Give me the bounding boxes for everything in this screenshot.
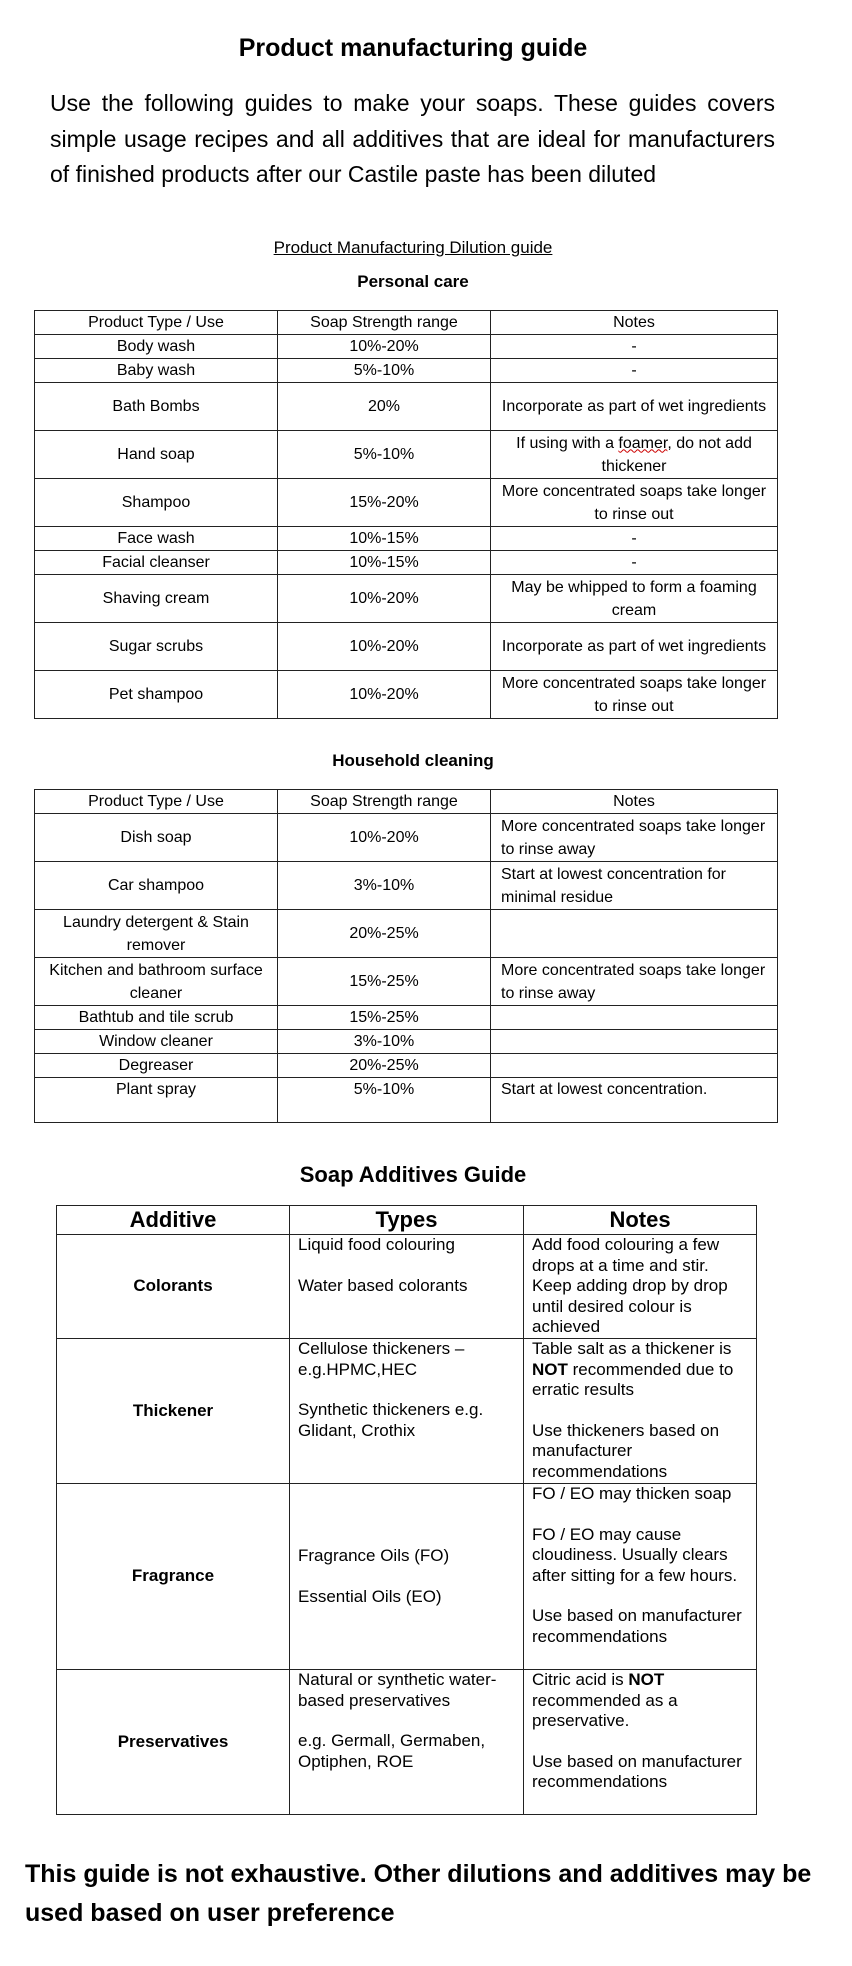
note-text-part: recommended as a preservative. (532, 1690, 678, 1730)
table-row (35, 623, 778, 671)
note-text (532, 1670, 748, 1732)
type-text: Natural or synthetic water-based preservatives (298, 1670, 497, 1710)
notes-cell: More concentrated soaps take longer to rinse out (491, 479, 778, 527)
table-row (35, 551, 778, 575)
notes-cell: More concentrated soaps take longer to rinse out (491, 671, 778, 719)
note-emphasis: NOT (628, 1670, 665, 1689)
table-header-row (57, 1206, 757, 1235)
notes-cell (524, 1484, 757, 1670)
strength-cell: 5%-10% (278, 1078, 491, 1123)
column-header: Product Type / Use (35, 311, 278, 335)
page-title: Product manufacturing guide (238, 34, 588, 62)
column-header: Notes (491, 311, 778, 335)
product-cell: Bathtub and tile scrub (35, 1006, 278, 1030)
strength-cell: 10%-15% (278, 527, 491, 551)
product-cell: Hand soap (35, 431, 278, 479)
strength-cell: 3%-10% (278, 862, 491, 910)
strength-cell: 20% (278, 383, 491, 431)
footer-disclaimer: This guide is not exhaustive. Other dilutions and additives may be used based on user preference (25, 1860, 812, 1927)
product-cell: Sugar scrubs (35, 623, 278, 671)
notes-cell: More concentrated soaps take longer to rinse away (491, 814, 778, 862)
strength-cell: 10%-20% (278, 575, 491, 623)
strength-cell: 20%-25% (278, 910, 491, 958)
product-cell: Shampoo (35, 479, 278, 527)
strength-cell: 10%-20% (278, 814, 491, 862)
table-row-preservatives (57, 1670, 757, 1815)
additive-label: Fragrance (57, 1484, 290, 1670)
notes-cell: More concentrated soaps take longer to rinse away (491, 958, 778, 1006)
column-header: Soap Strength range (278, 790, 491, 814)
type-text: Liquid food colouring (298, 1235, 455, 1254)
additive-label: Thickener (57, 1339, 290, 1484)
product-cell: Pet shampoo (35, 671, 278, 719)
table-row-fragrance (57, 1484, 757, 1670)
personal-care-heading: Personal care (357, 272, 469, 291)
product-cell: Window cleaner (35, 1030, 278, 1054)
strength-cell: 10%-20% (278, 671, 491, 719)
note-emphasis: NOT (532, 1359, 568, 1379)
notes-cell: - (491, 335, 778, 359)
additive-label: Preservatives (57, 1670, 290, 1815)
table-header-row (35, 790, 778, 814)
notes-cell (491, 1030, 778, 1054)
note-text-part: Citric acid is (532, 1670, 624, 1689)
type-text: e.g. Germall, Germaben, Optiphen, ROE (298, 1731, 486, 1771)
strength-cell: 5%-10% (278, 431, 491, 479)
column-header: Additive (57, 1206, 290, 1235)
types-cell (290, 1339, 524, 1484)
table-row (35, 958, 778, 1006)
column-header: Notes (491, 790, 778, 814)
strength-cell: 15%-25% (278, 958, 491, 1006)
column-header: Soap Strength range (278, 311, 491, 335)
strength-cell: 15%-25% (278, 1006, 491, 1030)
table-row-thickener (57, 1339, 757, 1484)
table-row (35, 910, 778, 958)
product-cell: Body wash (35, 335, 278, 359)
personal-care-table (34, 310, 778, 719)
notes-cell (491, 1006, 778, 1030)
table-row (35, 359, 778, 383)
notes-cell: - (491, 527, 778, 551)
type-text: Essential Oils (EO) (298, 1586, 442, 1606)
table-row (35, 335, 778, 359)
household-cleaning-table (34, 789, 778, 1123)
product-cell: Plant spray (35, 1078, 278, 1123)
type-text: Synthetic thickeners e.g. Glidant, Crothix (298, 1400, 484, 1440)
strength-cell: 10%-20% (278, 623, 491, 671)
types-cell (290, 1484, 524, 1670)
additives-table (56, 1205, 757, 1815)
table-row (35, 383, 778, 431)
table-row-colorants (57, 1235, 757, 1339)
spellcheck-marked-word: foamer (618, 434, 668, 452)
additive-label: Colorants (57, 1235, 290, 1339)
product-cell: Laundry detergent & Stain remover (35, 910, 278, 958)
column-header: Product Type / Use (35, 790, 278, 814)
type-text: Water based colorants (298, 1275, 468, 1295)
product-cell: Car shampoo (35, 862, 278, 910)
strength-cell: 15%-20% (278, 479, 491, 527)
household-cleaning-heading: Household cleaning (332, 751, 494, 770)
product-cell: Kitchen and bathroom surface cleaner (35, 958, 278, 1006)
product-cell: Baby wash (35, 359, 278, 383)
intro-paragraph: Use the following guides to make your soaps. These guides covers simple usage recipes and all additives that are ideal for manufacturers of finished products after our Castile paste has been diluted (50, 90, 775, 187)
column-header: Types (290, 1206, 524, 1235)
notes-cell: Start at lowest concentration for minimal residue (491, 862, 778, 910)
table-row (35, 1006, 778, 1030)
notes-cell: Start at lowest concentration. (491, 1078, 778, 1123)
table-row (35, 671, 778, 719)
table-row (35, 479, 778, 527)
types-cell (290, 1670, 524, 1815)
note-text: Use based on manufacturer recommendations (532, 1751, 742, 1791)
note-text: FO / EO may cause cloudiness. Usually clears after sitting for a few hours. (532, 1524, 738, 1585)
table-row (35, 1030, 778, 1054)
note-text-part: Table salt as a thickener is (532, 1339, 732, 1358)
notes-cell (524, 1339, 757, 1484)
additives-guide-title: Soap Additives Guide (299, 1162, 527, 1187)
strength-cell: 3%-10% (278, 1030, 491, 1054)
table-row (35, 814, 778, 862)
notes-cell (524, 1235, 757, 1339)
table-row (35, 431, 778, 479)
column-header: Notes (524, 1206, 757, 1235)
table-row (35, 1054, 778, 1078)
dilution-guide-title: Product Manufacturing Dilution guide (273, 238, 553, 257)
notes-cell: Incorporate as part of wet ingredients (491, 383, 778, 431)
table-header-row (35, 311, 778, 335)
table-row (35, 575, 778, 623)
note-text: Use based on manufacturer recommendations (532, 1606, 742, 1646)
strength-cell: 10%-20% (278, 335, 491, 359)
note-text: FO / EO may thicken soap (532, 1484, 732, 1503)
strength-cell: 20%-25% (278, 1054, 491, 1078)
notes-cell: May be whipped to form a foaming cream (491, 575, 778, 623)
notes-text: , do not add thickener (601, 434, 752, 475)
notes-cell: - (491, 551, 778, 575)
note-text: Add food colouring a few drops at a time and stir. Keep adding drop by drop until desired colour is achieved (532, 1235, 728, 1336)
notes-cell: Incorporate as part of wet ingredients (491, 623, 778, 671)
product-cell: Face wash (35, 527, 278, 551)
product-cell: Bath Bombs (35, 383, 278, 431)
strength-cell: 5%-10% (278, 359, 491, 383)
notes-cell (491, 431, 778, 479)
table-row (35, 1078, 778, 1123)
type-text: Fragrance Oils (FO) (298, 1546, 450, 1565)
notes-cell: - (491, 359, 778, 383)
notes-cell (491, 1054, 778, 1078)
table-row (35, 527, 778, 551)
product-cell: Facial cleanser (35, 551, 278, 575)
types-cell (290, 1235, 524, 1339)
table-row (35, 862, 778, 910)
strength-cell: 10%-15% (278, 551, 491, 575)
note-text-part: recommended due to erratic results (532, 1359, 734, 1399)
notes-cell (491, 910, 778, 958)
product-cell: Degreaser (35, 1054, 278, 1078)
notes-cell (524, 1670, 757, 1815)
product-cell: Shaving cream (35, 575, 278, 623)
note-text: Use thickeners based on manufacturer recommendations (532, 1420, 720, 1481)
type-text: Cellulose thickeners – e.g.HPMC,HEC (298, 1339, 465, 1379)
note-text (532, 1339, 748, 1401)
product-cell: Dish soap (35, 814, 278, 862)
notes-text: If using with a (516, 434, 619, 452)
